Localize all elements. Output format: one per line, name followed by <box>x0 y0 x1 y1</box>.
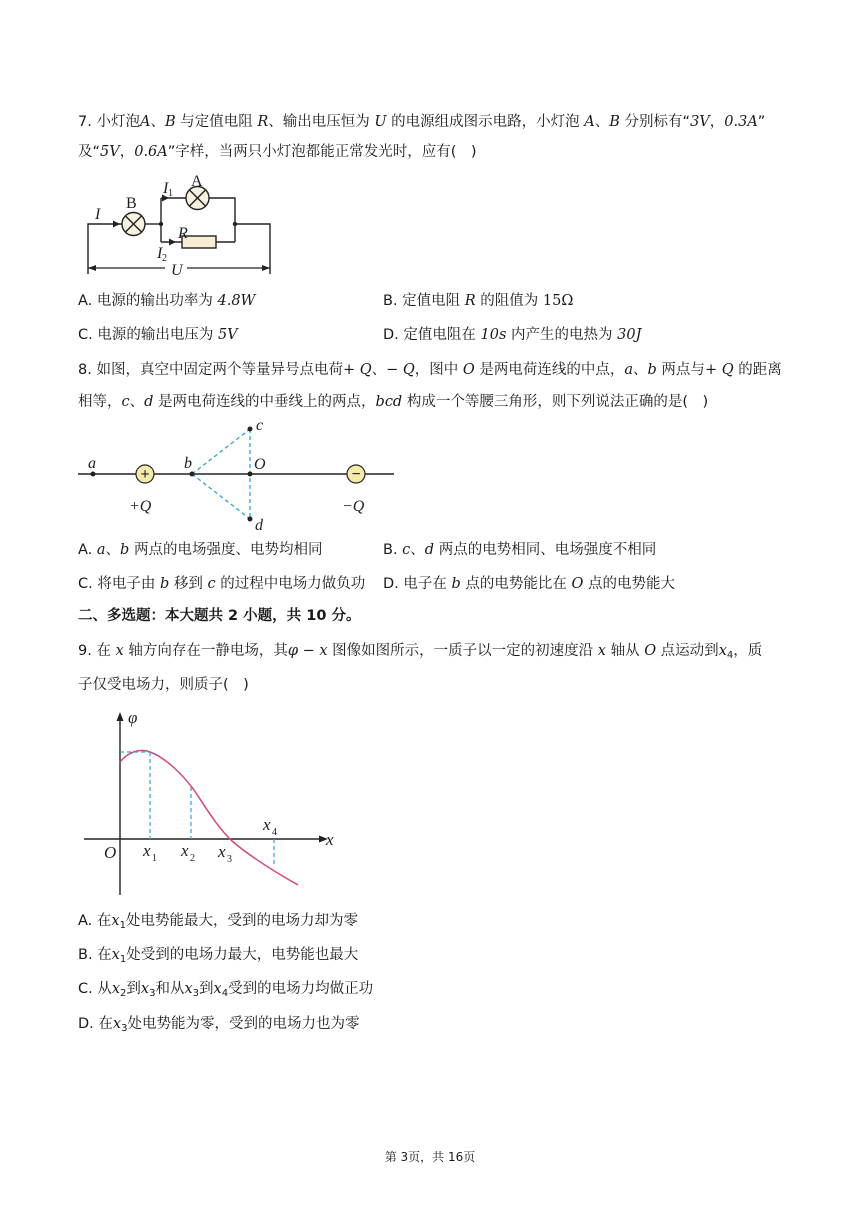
current-arrow-i <box>113 221 120 228</box>
label-point-d: d <box>255 517 263 534</box>
label-point-o: O <box>254 456 266 473</box>
q7-option-c[interactable]: C. 电源的输出电压为 5V <box>78 327 238 343</box>
label-i2: I <box>157 245 163 262</box>
label-x-axis: x <box>326 830 334 849</box>
label-a: A <box>191 173 203 190</box>
q9-option-b[interactable]: B. 在$x_1$处受到的电场力最大，电势能也最大 <box>78 947 359 965</box>
q9-option-a[interactable]: A. 在$x_1$处电势能最大，受到的电场力却为零 <box>78 913 358 931</box>
lamp-b-symbol <box>122 213 145 236</box>
label-x4: x <box>263 815 271 834</box>
label-x1-sub: 1 <box>152 853 157 864</box>
label-minus-q: −Q <box>342 498 365 515</box>
label-point-c: c <box>256 417 264 434</box>
q7-option-b[interactable]: B. 定值电阻 R 的阻值为 15Ω <box>383 293 574 309</box>
label-x2-sub: 2 <box>190 853 195 864</box>
label-x1: x <box>143 841 151 860</box>
label-i: I <box>95 206 101 223</box>
section-heading-multiple-choice: 二、多选题：本大题共 2 小题，共 10 分。 <box>78 608 361 624</box>
q9-stem-line2: 子仅受电场力，则质子( ) <box>78 677 249 693</box>
label-x3: x <box>218 842 226 861</box>
label-r: R <box>178 225 188 242</box>
q7-stem-line1: 7. 小灯泡A、B 与定值电阻 R、输出电压恒为 U 的电源组成图示电路，小灯泡 A、B 分别标有“3V，0.3A” <box>78 114 766 130</box>
label-phi-axis: φ <box>128 708 138 727</box>
current-arrow-i2 <box>169 239 176 246</box>
q8-option-d[interactable]: D. 电子在 b 点的电势能比在 O 点的电势能大 <box>383 576 676 592</box>
q9-stem-line1: 9. 在 x 轴方向存在一静电场，其φ − x 图像如图所示，一质子以一定的初速度沿 x 轴从 O 点运动到$x_4$，质 <box>78 643 763 661</box>
label-point-b: b <box>184 455 192 472</box>
label-i1: I <box>163 180 169 197</box>
label-plus-q: +Q <box>129 498 152 515</box>
q9-graph-figure <box>84 708 334 895</box>
q8-stem-line2: 相等，c、d 是两电荷连线的中垂线上的两点，bcd 构成一个等腰三角形，则下列说法正确的是( ) <box>78 394 709 410</box>
q7-option-a[interactable]: A. 电源的输出功率为 4.8W <box>78 293 256 309</box>
q8-charge-figure <box>78 417 394 534</box>
q8-option-c[interactable]: C. 将电子由 b 移到 c 的过程中电场力做负功 <box>78 576 366 592</box>
label-b: B <box>126 195 137 212</box>
phi-curve <box>120 750 298 885</box>
q8-option-b[interactable]: B. c、d 两点的电势相同、电场强度不相同 <box>383 542 657 558</box>
label-i1-sub: 1 <box>168 188 173 199</box>
q8-stem-line1: 8. 如图，真空中固定两个等量异号点电荷+ Q、− Q，图中 O 是两电荷连线的中点，a、b 两点与+ Q 的距离 <box>78 362 782 378</box>
label-i2-sub: 2 <box>162 253 167 264</box>
label-x2: x <box>181 841 189 860</box>
plus-sign: + <box>140 466 150 483</box>
label-point-a: a <box>88 455 96 472</box>
q9-option-d[interactable]: D. 在$x_3$处电势能为零，受到的电场力也为零 <box>78 1016 360 1034</box>
minus-sign: − <box>351 466 361 483</box>
page-footer: 第 3页，共 16页 <box>384 1150 476 1164</box>
label-x3-sub: 3 <box>227 854 232 865</box>
q7-option-d[interactable]: D. 定值电阻在 10s 内产生的电热为 30J <box>383 327 642 343</box>
label-origin: O <box>104 843 117 862</box>
label-x4-sub: 4 <box>272 827 277 838</box>
q7-stem-line2: 及“5V，0.6A”字样，当两只小灯泡都能正常发光时，应有( ) <box>78 144 477 160</box>
label-u: U <box>171 262 183 279</box>
q9-option-c[interactable]: C. 从$x_2$到$x_3$和从$x_3$到$x_4$受到的电场力均做正功 <box>78 981 374 999</box>
q8-option-a[interactable]: A. a、b 两点的电场强度、电势均相同 <box>78 542 323 558</box>
